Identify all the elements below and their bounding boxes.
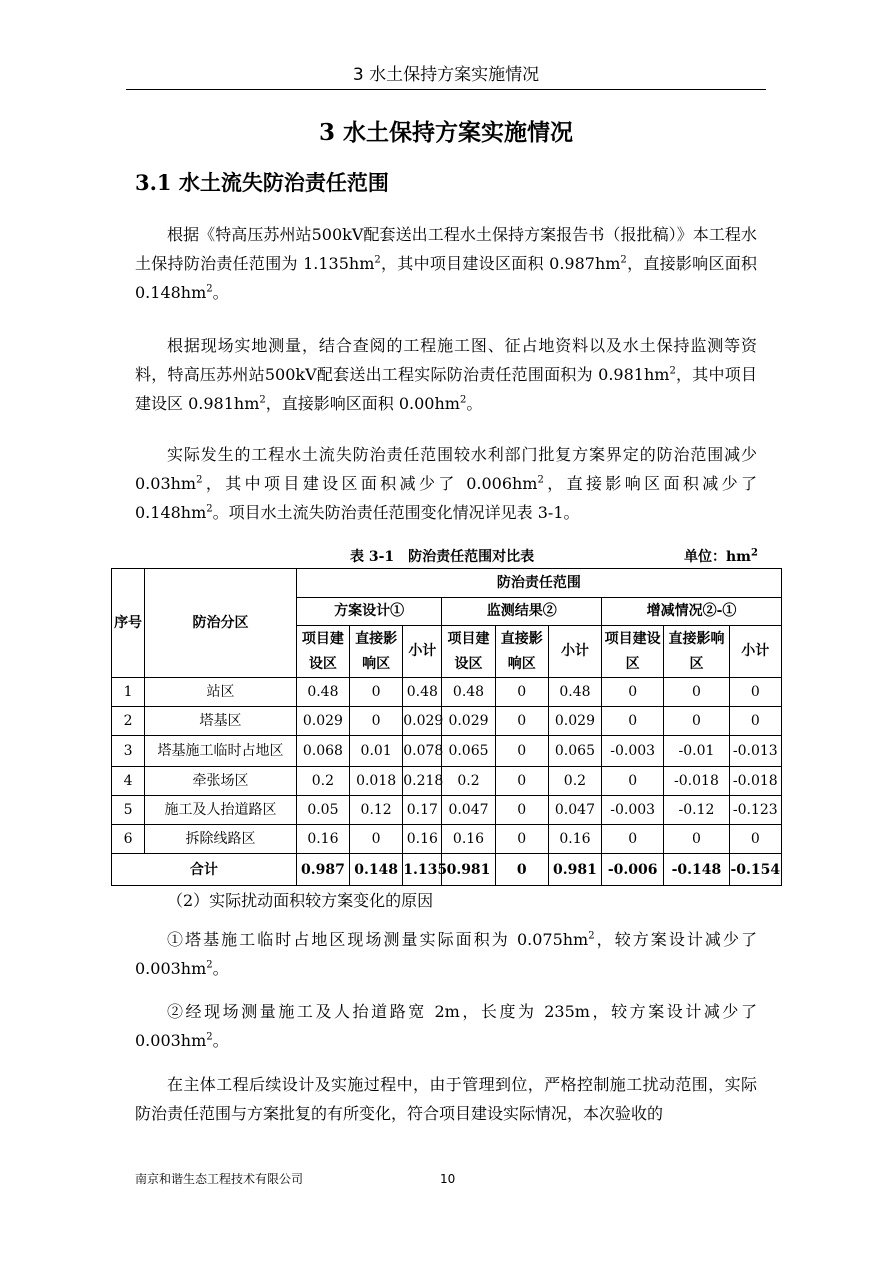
- total-cell: 0: [495, 854, 548, 886]
- header-change-subtotal: 小计: [729, 626, 781, 678]
- row-seq: 4: [112, 767, 145, 796]
- paragraph-6: ②经现场测量施工及人抬道路宽 2m，长度为 235m，较方案设计减少了 $0.003hm^2$。: [135, 1002, 757, 1050]
- table-cell: 0.047: [442, 796, 495, 825]
- table-cell: 0.12: [350, 796, 403, 825]
- section-title: 3.1 水土流失防治责任范围: [135, 170, 389, 195]
- chapter-title: 3 水土保持方案实施情况: [318, 119, 573, 146]
- header-seq: 序号: [112, 569, 145, 678]
- footer-company: 南京和谐生态工程技术有限公司: [135, 1172, 304, 1186]
- table-cell: 0.16: [403, 825, 442, 854]
- table-cell: -0.123: [729, 796, 781, 825]
- row-zone: 施工及人抬道路区: [145, 796, 297, 825]
- table-cell: 0: [495, 796, 548, 825]
- paragraph-3: 实际发生的工程水土流失防治责任范围较水利部门批复方案界定的防治范围减少 $0.03hm^2$，其中项目建设区面积减少了 $0.006hm^2$，直接影响区面积减少了 $0.148hm^2$。项目水土流失防治责任范围变化情况详见表 3-1。: [135, 445, 757, 522]
- row-seq: 1: [112, 678, 145, 707]
- table-cell: 0: [729, 825, 781, 854]
- total-cell: 0.987: [296, 854, 349, 886]
- table-cell: -0.003: [602, 736, 664, 767]
- table-cell: 0.068: [296, 736, 349, 767]
- row-zone: 站区: [145, 678, 297, 707]
- paragraph-7: 在主体工程后续设计及实施过程中，由于管理到位，严格控制施工扰动范围，实际防治责任范围与方案批复的有所变化，符合项目建设实际情况，本次验收的: [135, 1075, 757, 1123]
- total-cell: -0.154: [729, 854, 781, 886]
- table-cell: 0: [602, 678, 664, 707]
- table-total-row: [112, 854, 782, 886]
- table-cell: 0.48: [296, 678, 349, 707]
- paragraph-4: （2）实际扰动面积较方案变化的原因: [167, 891, 434, 910]
- total-cell: -0.006: [602, 854, 664, 886]
- table-cell: 0.2: [442, 767, 495, 796]
- table-cell: 0.48: [403, 678, 442, 707]
- header-change-build: 项目建设区: [602, 626, 664, 678]
- table-cell: 0: [495, 767, 548, 796]
- header-monitor-build: 项目建设区: [442, 626, 495, 678]
- table-cell: 0.018: [350, 767, 403, 796]
- table-cell: -0.013: [729, 736, 781, 767]
- table-cell: 0.218: [403, 767, 442, 796]
- table-cell: 0.065: [442, 736, 495, 767]
- table-cell: -0.12: [664, 796, 729, 825]
- table-cell: -0.003: [602, 796, 664, 825]
- header-scope: 防治责任范围: [296, 569, 781, 598]
- table-cell: 0.029: [296, 707, 349, 736]
- table-cell: 0.047: [548, 796, 601, 825]
- table-row: [112, 707, 782, 736]
- header-monitor-direct: 直接影响区: [495, 626, 548, 678]
- total-label: 合计: [112, 854, 297, 886]
- row-zone: 塔基施工临时占地区: [145, 736, 297, 767]
- table-cell: 0: [602, 825, 664, 854]
- table-cell: 0: [495, 736, 548, 767]
- responsibility-table: [111, 568, 782, 886]
- header-zone: 防治分区: [145, 569, 297, 678]
- table-cell: 0: [664, 707, 729, 736]
- table-cell: 0.17: [403, 796, 442, 825]
- table-row: [112, 736, 782, 767]
- total-cell: -0.148: [664, 854, 729, 886]
- table-unit: 单位：$hm^2$: [684, 547, 758, 565]
- total-cell: 0.148: [350, 854, 403, 886]
- table-body: [112, 678, 782, 854]
- table-cell: 0.16: [296, 825, 349, 854]
- running-header: 3 水土保持方案实施情况: [352, 65, 540, 85]
- table-cell: 0.029: [403, 707, 442, 736]
- table-row: [112, 825, 782, 854]
- table-cell: 0.078: [403, 736, 442, 767]
- table-cell: -0.01: [664, 736, 729, 767]
- header-monitor-subtotal: 小计: [548, 626, 601, 678]
- table-cell: 0: [729, 678, 781, 707]
- total-cell: 0.981: [548, 854, 601, 886]
- table-cell: 0.029: [442, 707, 495, 736]
- row-zone: 牵张场区: [145, 767, 297, 796]
- total-cell: 1.135: [403, 854, 442, 886]
- header-monitor: 监测结果②: [442, 598, 602, 626]
- table-cell: 0.2: [548, 767, 601, 796]
- paragraph-2: 根据现场实地测量，结合查阅的工程施工图、征占地资料以及水土保持监测等资料，特高压苏州站500kV配套送出工程实际防治责任范围面积为 $0.981hm^2$，其中项目建设区 $0.981hm^2$，直接影响区面积 $0.00hm^2$。: [135, 336, 757, 413]
- row-seq: 3: [112, 736, 145, 767]
- total-cell: 0.981: [442, 854, 495, 886]
- table-cell: 0.065: [548, 736, 601, 767]
- table-cell: 0: [729, 707, 781, 736]
- table-cell: 0: [495, 825, 548, 854]
- table-cell: 0.16: [442, 825, 495, 854]
- row-seq: 5: [112, 796, 145, 825]
- table-cell: 0: [602, 767, 664, 796]
- table-cell: 0.16: [548, 825, 601, 854]
- table-cell: 0: [495, 707, 548, 736]
- table-row: [112, 678, 782, 707]
- table-cell: 0: [602, 707, 664, 736]
- table-cell: 0: [495, 678, 548, 707]
- header-plan-subtotal: 小计: [403, 626, 442, 678]
- table-cell: 0.01: [350, 736, 403, 767]
- table-cell: 0.2: [296, 767, 349, 796]
- header-change-direct: 直接影响区: [664, 626, 729, 678]
- table-cell: 0.48: [442, 678, 495, 707]
- table-cell: 0.05: [296, 796, 349, 825]
- header-plan-build: 项目建设区: [296, 626, 349, 678]
- header-rule: [126, 89, 766, 90]
- table-row: [112, 767, 782, 796]
- table-cell: -0.018: [664, 767, 729, 796]
- table-cell: 0: [350, 825, 403, 854]
- header-change: 增减情况②-①: [602, 598, 782, 626]
- table-cell: 0.029: [548, 707, 601, 736]
- paragraph-5: ①塔基施工临时占地区现场测量实际面积为 $0.075hm^2$，较方案设计减少了 $0.003hm^2$。: [135, 930, 757, 978]
- row-seq: 6: [112, 825, 145, 854]
- footer-page-number: 10: [440, 1172, 456, 1186]
- table-cell: 0.48: [548, 678, 601, 707]
- table-cell: 0: [350, 678, 403, 707]
- table-cell: 0: [664, 678, 729, 707]
- table-cell: -0.018: [729, 767, 781, 796]
- row-seq: 2: [112, 707, 145, 736]
- table-row: [112, 796, 782, 825]
- header-plan: 方案设计①: [296, 598, 442, 626]
- header-plan-direct: 直接影响区: [350, 626, 403, 678]
- row-zone: 拆除线路区: [145, 825, 297, 854]
- table-caption: 表 3-1 防治责任范围对比表: [350, 549, 535, 565]
- paragraph-1: 根据《特高压苏州站500kV配套送出工程水土保持方案报告书（报批稿）》本工程水土保持防治责任范围为 $1.135hm^2$，其中项目建设区面积 $0.987hm^2$，直接影响区面积 $0.148hm^2$。: [135, 225, 757, 302]
- table-cell: 0: [664, 825, 729, 854]
- table-cell: 0: [350, 707, 403, 736]
- row-zone: 塔基区: [145, 707, 297, 736]
